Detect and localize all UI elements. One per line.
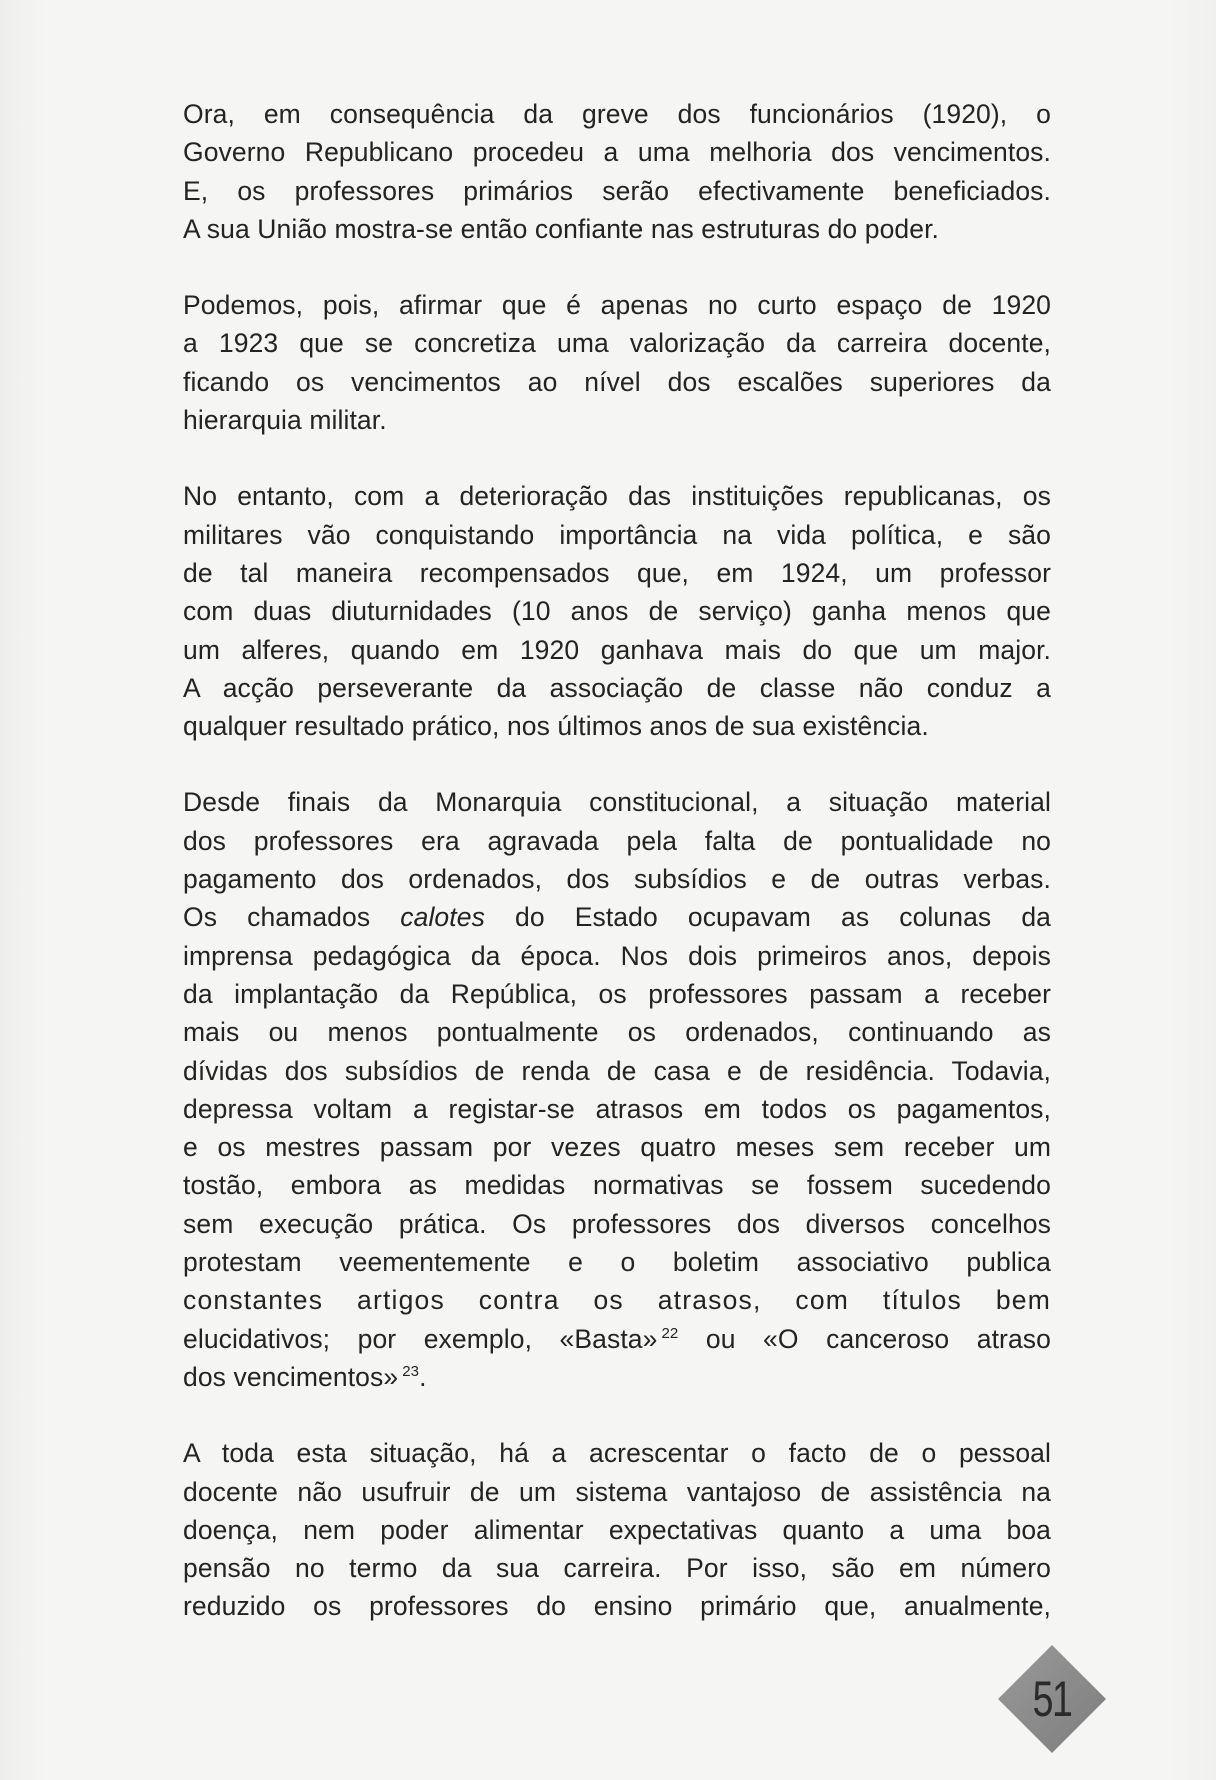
text-line: pensão no termo da sua carreira. Por isso, são em número	[183, 1553, 1051, 1584]
text-line: com duas diuturnidades (10 anos de serviço) ganha menos que	[183, 596, 1051, 627]
text-line-with-italic	[183, 898, 1051, 936]
text-line: A sua União mostra-se então confiante nas estruturas do poder.	[183, 213, 940, 244]
text-fragment: do Estado ocupavam as colunas da	[514, 902, 1052, 933]
text-line: reduzido os professores do ensino primário que, anualmente,	[183, 1591, 1051, 1622]
text-line: Desde finais da Monarquia constitucional, a situação material	[183, 787, 1051, 818]
text-line: doença, nem poder alimentar expectativas quanto a uma boa	[183, 1514, 1051, 1545]
text-fragment: ou «O canceroso atraso	[705, 1323, 1051, 1354]
text-line: mais ou menos pontualmente os ordenados, continuando as	[183, 1017, 1051, 1048]
paragraph-5	[183, 1434, 1051, 1625]
paragraph-1	[183, 95, 1051, 248]
text-line: militares vão conquistando importância na vida política, e são	[183, 519, 1051, 550]
text-fragment: elucidativos; por exemplo, «Basta»	[183, 1323, 658, 1354]
text-line: Podemos, pois, afirmar que é apenas no curto espaço de 1920	[183, 290, 1051, 321]
paragraph-3	[183, 477, 1051, 745]
text-fragment: .	[419, 1361, 427, 1392]
text-line: protestam veementemente e o boletim associativo publica	[183, 1247, 1051, 1278]
footnote-ref: 23	[402, 1362, 420, 1380]
text-line: de tal maneira recompensados que, em 1924, um professor	[183, 557, 1051, 588]
text-line: imprensa pedagógica da época. Nos dois primeiros anos, depois	[183, 940, 1051, 971]
text-line: um alferes, quando em 1920 ganhava mais do que um major.	[183, 634, 1051, 665]
text-line: No entanto, com a deterioração das instituições republicanas, os	[183, 481, 1051, 512]
text-line-with-footnote	[183, 1320, 1051, 1358]
text-line: Ora, em consequência da greve dos funcionários (1920), o	[183, 99, 1051, 129]
text-fragment: Os chamados	[183, 902, 371, 933]
page-number: 51	[1032, 1671, 1072, 1727]
italic-term: calotes	[400, 902, 485, 933]
text-line: sem execução prática. Os professores dos diversos concelhos	[183, 1208, 1051, 1239]
text-line: da implantação da República, os professores passam a receber	[183, 978, 1051, 1009]
text-line-with-footnote	[183, 1358, 1051, 1396]
text-fragment: dos vencimentos»	[183, 1361, 399, 1392]
text-line: e os mestres passam por vezes quatro meses sem receber um	[183, 1132, 1051, 1163]
text-line: hierarquia militar.	[183, 405, 387, 436]
text-line: dos professores era agravada pela falta de pontualidade no	[183, 825, 1051, 856]
text-line: dívidas dos subsídios de renda de casa e de residência. Todavia,	[183, 1055, 1051, 1086]
text-line: A acção perseverante da associação de classe não conduz a	[183, 672, 1051, 703]
text-line: pagamento dos ordenados, dos subsídios e de outras verbas.	[183, 864, 1051, 895]
text-line: docente não usufruir de um sistema vantajoso de assistência na	[183, 1476, 1051, 1507]
footnote-ref: 22	[661, 1324, 679, 1342]
text-line: depressa voltam a registar-se atrasos em todos os pagamentos,	[183, 1093, 1051, 1124]
text-line: A toda esta situação, há a acrescentar o facto de o pessoal	[183, 1438, 1051, 1469]
paragraph-2	[183, 286, 1051, 439]
text-line: E, os professores primários serão efectivamente beneficiados.	[183, 175, 1051, 206]
text-line: qualquer resultado prático, nos últimos anos de sua existência.	[183, 711, 929, 742]
body-text	[183, 95, 1051, 1664]
text-line: tostão, embora as medidas normativas se fossem sucedendo	[183, 1170, 1051, 1201]
text-line: a 1923 que se concretiza uma valorização da carreira docente,	[183, 328, 1051, 359]
text-line: Governo Republicano procedeu a uma melhoria dos vencimentos.	[183, 137, 1051, 168]
text-line: ficando os vencimentos ao nível dos escalões superiores da	[183, 366, 1051, 397]
text-line: constantes artigos contra os atrasos, com títulos bem	[183, 1285, 1051, 1316]
paragraph-4	[183, 783, 1051, 1396]
